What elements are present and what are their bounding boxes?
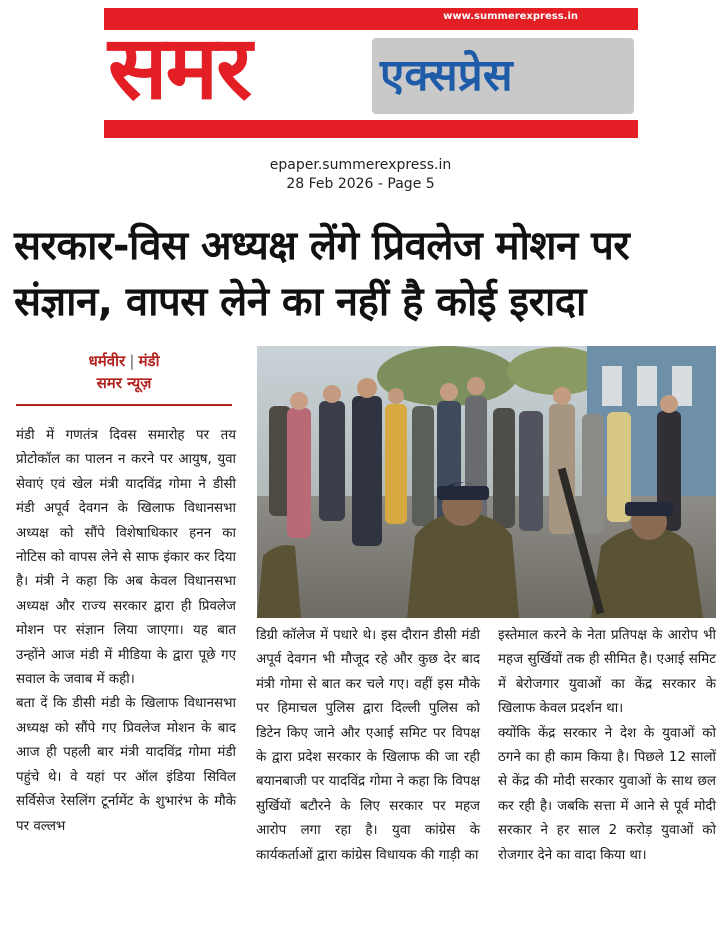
- edition-date-page: 28 Feb 2026 - Page 5: [286, 176, 435, 192]
- byline-agency: समर न्यूज़: [96, 374, 152, 392]
- masthead-bottom-bar: [104, 120, 638, 138]
- article-byline: [16, 350, 232, 394]
- byline-separator: |: [129, 352, 135, 370]
- headline-line-1: सरकार-विस अध्यक्ष लेंगे प्रिवलेज मोशन पर: [14, 223, 630, 269]
- article-paragraph: डिग्री कॉलेज में पधारे थे। इस दौरान डीसी मंडी अपूर्व देवगन भी मौजूद रहे और कुछ देर बाद मंत्री गोमा से बात कर चले गए। वहीं इस मौके पर हिमाचल पुलिस द्वारा दिल्ली पुलिस को डिटेन किए जाने और एआई समिट पर विपक्ष के द्वारा प्रदेश सरकार के खिलाफ की जा रही बयानबाजी पर यादविंद्र गोमा ने कहा कि विपक्ष सुर्खियों बटौरने के लिए सरकार पर महज आरोप लगा रहा है। युवा कांग्रेस के कार्यकर्ताओं द्वारा कांग्रेस विधायक की गाड़ी का: [256, 628, 480, 863]
- article-paragraph: इस्तेमाल करने के नेता प्रतिपक्ष के आरोप भी महज सुर्खियों तक ही सीमित है। एआई समिट में बेरोजगार युवाओं का केंद्र सरकार के खिलाफ केवल प्रदर्शन था।: [498, 628, 716, 717]
- article-headline: [14, 218, 714, 330]
- masthead: [104, 8, 638, 138]
- edition-site[interactable]: epaper.summerexpress.in: [269, 157, 452, 173]
- byline-rule: [16, 404, 232, 406]
- article-column-3: [498, 624, 716, 868]
- masthead-subbrand: एक्सप्रेस: [380, 50, 513, 101]
- article-column-1: [16, 424, 236, 839]
- article-paragraph: मंडी में गणतंत्र दिवस समारोह पर तय प्रोटोकॉल का पालन न करने पर आयुष, युवा सेवाएं एवं खेल मंत्री यादविंद्र गोमा ने डीसी मंडी अपूर्व देवगन के खिलाफ विधानसभा अध्यक्ष को सौंपे विशेषाधिकार हनन का नोटिस को वापस लेने से साफ इंकार कर दिया है। मंत्री ने कहा कि अब केवल विधानसभा अध्यक्ष और राज्य सरकार द्वारा ही प्रिवलेज मोशन पर संज्ञान लिया जाएगा। यह बात उन्होंने आज मंडी में मीडिया के द्वारा पूछे गए सवाल के जवाब में कही।: [16, 428, 236, 688]
- headline-line-2: संज्ञान, वापस लेने का नहीं है कोई इरादा: [14, 279, 586, 325]
- byline-author: धर्मवीर: [88, 352, 126, 370]
- article-paragraph: क्योंकि केंद्र सरकार ने देश के युवाओं को ठगने का ही काम किया है। पिछले 12 सालों से केंद्र की मोदी सरकार युवाओं के साथ छल कर रही है। जबकि सत्ता में आने से पूर्व मोदी सरकार ने हर साल 2 करोड़ युवाओं को रोजगार देने का वादा किया था।: [498, 725, 716, 863]
- masthead-subbrand-box: [372, 38, 634, 114]
- article-photo: [257, 346, 716, 618]
- article-paragraph: बता दें कि डीसी मंडी के खिलाफ विधानसभा अध्यक्ष को सौंपे गए प्रिवलेज मोशन के बाद आज ही पहली बार मंत्री यादविंद्र गोमा मंडी पहुंचे थे। वे यहां पर ऑल इंडिया सिविल सर्विसेज रेसलिंग टूर्नामेंट के शुभारंभ के मौके पर वल्लभ: [16, 696, 236, 834]
- masthead-brand: समर: [108, 16, 251, 119]
- masthead-url[interactable]: www.summerexpress.in: [443, 11, 578, 22]
- edition-info: [0, 156, 721, 194]
- article-column-2: [256, 624, 480, 868]
- byline-place: मंडी: [138, 352, 160, 370]
